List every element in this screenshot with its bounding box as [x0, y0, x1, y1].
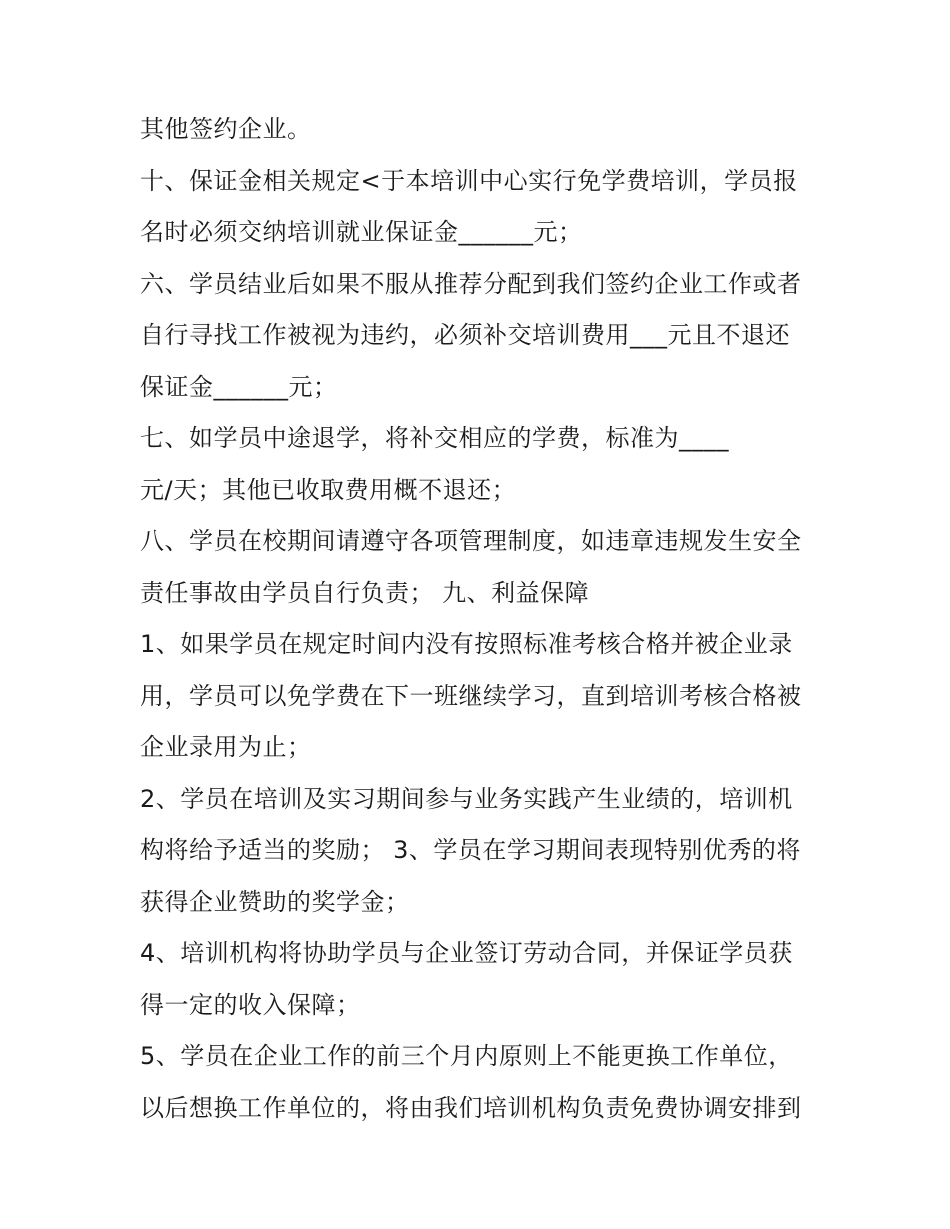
text-line: 责任事故由学员自行负责； 九、利益保障 — [140, 578, 590, 607]
text-line: 2、学员在培训及实习期间参与业务实践产生业绩的，培训机 — [140, 784, 793, 813]
text-line: 1、如果学员在规定时间内没有按照标准考核合格并被企业录 — [140, 630, 793, 658]
text-line: 十、保证金相关规定<于本培训中心实行免学费培训，学员报 — [140, 166, 798, 195]
text-line: 其他签约企业。 — [140, 115, 312, 143]
text-line: 企业录用为止； — [140, 733, 312, 761]
text-line: 名时必须交纳培训就业保证金______元； — [140, 218, 583, 246]
text-line: 七、如学员中途退学，将补交相应的学费，标准为____ — [140, 424, 729, 452]
text-line: 保证金______元； — [140, 372, 338, 401]
text-line: 自行寻找工作被视为违约，必须补交培训费用___元且不退还 — [140, 321, 790, 349]
text-line: 用，学员可以免学费在下一班继续学习，直到培训考核合格被 — [140, 681, 802, 710]
document-body — [140, 104, 820, 1134]
text-line: 元/天；其他已收取费用概不退还； — [140, 475, 517, 504]
text-line: 以后想换工作单位的，将由我们培训机构负责免费协调安排到 — [140, 1093, 802, 1122]
text-line: 八、学员在校期间请遵守各项管理制度，如违章违规发生安全 — [140, 527, 802, 555]
text-line: 六、学员结业后如果不服从推荐分配到我们签约企业工作或者 — [140, 269, 802, 298]
text-line: 得一定的收入保障； — [140, 990, 361, 1019]
text-line: 获得企业赞助的奖学金； — [140, 887, 410, 916]
text-line: 5、学员在企业工作的前三个月内原则上不能更换工作单位， — [140, 1042, 793, 1070]
text-line: 构将给予适当的奖励； 3、学员在学习期间表现特别优秀的将 — [140, 836, 801, 864]
text-line: 4、培训机构将协助学员与企业签订劳动合同，并保证学员获 — [140, 939, 793, 967]
